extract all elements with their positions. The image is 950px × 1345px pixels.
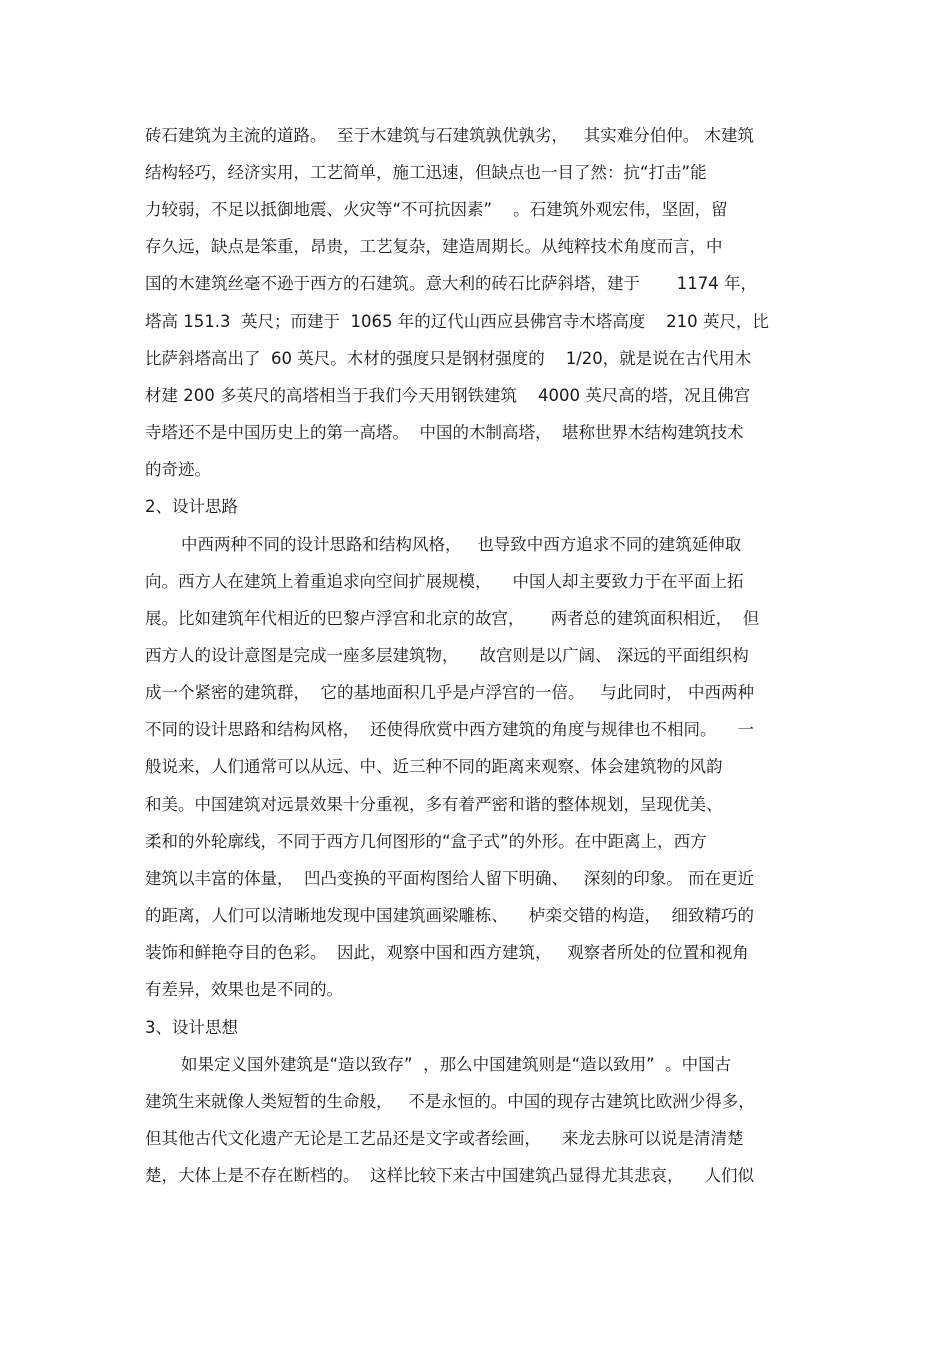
section-heading-2: 2、设计思路: [145, 497, 238, 516]
paragraph-line: 楚，大体上是不存在断档的。 这样比较下来古中国建筑凸显得尤其悲哀， 人们似: [145, 1166, 754, 1185]
paragraph-line: 成一个紧密的建筑群， 它的基地面积几乎是卢浮宫的一倍。 与此同时， 中西两种: [145, 683, 754, 702]
paragraph-line: 不同的设计思路和结构风格， 还使得欣赏中西方建筑的角度与规律也不相同。 一: [145, 720, 754, 739]
paragraph-line: 砖石建筑为主流的道路。 至于木建筑与石建筑孰优孰劣， 其实难分伯仲。 木建筑: [145, 126, 754, 145]
paragraph-line: 的距离，人们可以清晰地发现中国建筑画梁雕栋、 栌栾交错的构造， 细致精巧的: [145, 906, 754, 925]
paragraph-line: 般说来，人们通常可以从远、中、近三种不同的距离来观察、体会建筑物的风韵: [145, 757, 723, 776]
paragraph-line: 但其他古代文化遗产无论是工艺品还是文字或者绘画， 来龙去脉可以说是清清楚: [145, 1129, 744, 1148]
paragraph-line: 比萨斜塔高出了 60 英尺。木材的强度只是钢材强度的 1/20，就是说在古代用木: [145, 349, 752, 368]
paragraph-line: 建筑生来就像人类短暂的生命般， 不是永恒的。中国的现存古建筑比欧洲少得多，: [145, 1092, 755, 1111]
paragraph-line: 国的木建筑丝毫不逊于西方的石建筑。意大利的砖石比萨斜塔，建于 1174 年，: [145, 274, 757, 293]
paragraph-line: 寺塔还不是中国历史上的第一高塔。 中国的木制高塔， 堪称世界木结构建筑技术: [145, 423, 744, 442]
paragraph-line: 建筑以丰富的体量， 凹凸变换的平面构图给人留下明确、 深刻的印象。 而在更近: [145, 869, 754, 888]
paragraph-line: 中西两种不同的设计思路和结构风格， 也导致中西方追求不同的建筑延伸取: [181, 535, 742, 554]
paragraph-line: 材建 200 多英尺的高塔相当于我们今天用钢铁建筑 4000 英尺高的塔，况且佛宫: [145, 386, 751, 405]
paragraph-line: 有差异，效果也是不同的。: [145, 980, 343, 999]
paragraph-line: 西方人的设计意图是完成一座多层建筑物， 故宫则是以广阔、 深远的平面组织构: [145, 646, 749, 665]
paragraph-line: 装饰和鲜艳夺目的色彩。 因此，观察中国和西方建筑， 观察者所处的位置和视角: [145, 943, 749, 962]
paragraph-line: 如果定义国外建筑是“造以致存” ，那么中国建筑则是“造以致用” 。中国古: [181, 1055, 732, 1074]
paragraph-line: 柔和的外轮廓线，不同于西方几何图形的“盒子式”的外形。在中距离上，西方: [145, 832, 707, 851]
paragraph-line: 存久远，缺点是笨重，昂贵，工艺复杂，建造周期长。从纯粹技术角度而言，中: [145, 237, 723, 256]
paragraph-line: 向。西方人在建筑上着重追求向空间扩展规模， 中国人却主要致力于在平面上拓: [145, 572, 744, 591]
section-heading-3: 3、设计思想: [145, 1018, 238, 1037]
paragraph-line: 力较弱，不足以抵御地震、火灾等“不可抗因素” 。石建筑外观宏伟，坚固，留: [145, 200, 728, 219]
paragraph-line: 结构轻巧，经济实用，工艺简单，施工迅速，但缺点也一目了然：抗“打击”能: [145, 163, 707, 182]
paragraph-line: 的奇迹。: [145, 460, 211, 479]
paragraph-line: 塔高 151.3 英尺；而建于 1065 年的辽代山西应县佛宫寺木塔高度 210 英尺，比: [145, 312, 769, 331]
paragraph-line: 展。比如建筑年代相近的巴黎卢浮宫和北京的故宫， 两者总的建筑面积相近， 但: [145, 609, 760, 628]
paragraph-line: 和美。中国建筑对远景效果十分重视，多有着严密和谐的整体规划，呈现优美、: [145, 795, 723, 814]
